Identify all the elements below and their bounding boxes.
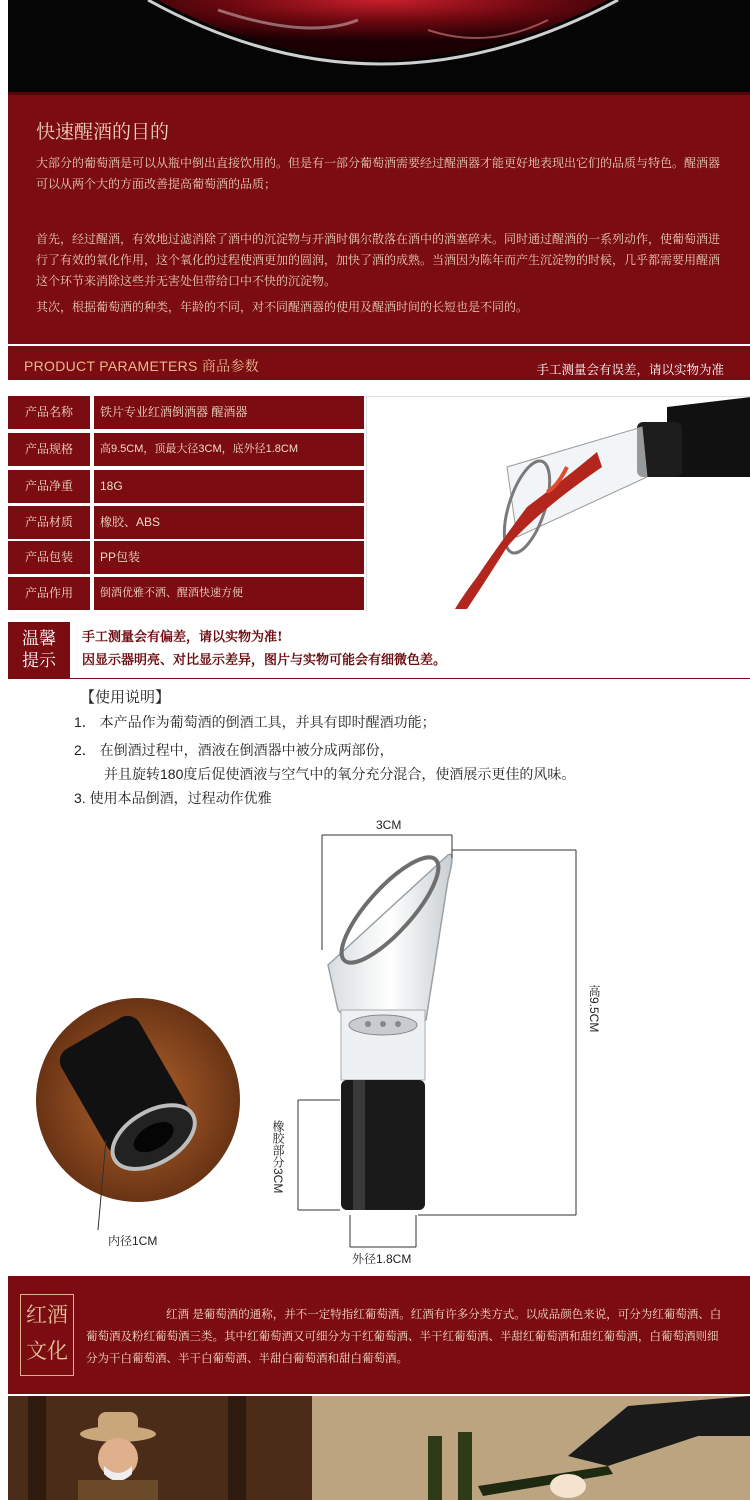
param-key: 产品净重 (8, 470, 92, 503)
purpose-paragraph-2: 首先，经过醒酒，有效地过滤消除了酒中的沉淀物与开酒时偶尔散落在酒中的酒塞碎末。同时通过醒酒的一系列动作，使葡萄酒进行了有效的氧化作用，这个氧化的过程使酒更加的圆润，加快了酒的成熟。当酒因为陈年而产生沉淀物的时候，几乎都需要用醒酒这个环节来消除这些并无害处但带给口中不快的沉淀物。 (36, 232, 721, 288)
divider (8, 678, 750, 679)
tip-line-1: 手工测量会有偏差，请以实物为准! (82, 630, 283, 645)
product-parameters-header (8, 346, 750, 380)
param-value: 铁片专业红酒倒酒器 醒酒器 (94, 396, 364, 429)
table-row (8, 577, 364, 610)
param-key: 产品包装 (8, 541, 92, 574)
height-label: 高9.5CM (587, 985, 601, 1033)
culture-label: 红酒文化 (20, 1294, 74, 1376)
table-row (8, 506, 364, 539)
param-value: 倒酒优雅不洒、醒酒快速方便 (94, 577, 364, 610)
purpose-paragraph-3: 其次，根据葡萄酒的种类，年龄的不同，对不同醒酒器的使用及醒酒时间的长短也是不同的。 (36, 300, 529, 314)
instruction-step-2: 2． 在倒酒过程中，酒液在倒酒器中被分成两部份， (74, 742, 394, 758)
table-row (8, 433, 364, 466)
instruction-step-1: 1． 本产品作为葡萄酒的倒酒工具，并具有即时醒酒功能； (74, 714, 436, 730)
table-row (8, 470, 364, 503)
outer-diameter-label: 外径1.8CM (352, 1252, 412, 1266)
rubber-length-label: 橡胶部分3CM (271, 1120, 285, 1194)
culture-text: 红酒 是葡萄酒的通称，并不一定特指红葡萄酒。红酒有许多分类方式。以成品颜色来说，可分为红葡萄酒、白葡萄酒及粉红葡萄酒三类。其中红葡萄酒又可细分为干红葡萄酒、半干红葡萄酒、半甜红葡萄酒和甜红葡萄酒，白葡萄酒则细分为干白葡萄酒、半干白葡萄酒、半甜白葡萄酒和甜白葡萄酒。 (86, 1309, 722, 1365)
param-value: PP包装 (94, 541, 364, 574)
bottom-photos (8, 1396, 750, 1500)
table-row (8, 396, 364, 429)
pourer-in-bottle-photo (366, 396, 750, 612)
param-value: 高9.5CM，顶最大径3CM，底外径1.8CM (94, 433, 364, 466)
purpose-section (8, 92, 750, 344)
param-value: 18G (94, 470, 364, 503)
dimension-diagram (8, 810, 750, 1270)
wine-glass-photo (8, 0, 750, 92)
table-row (8, 541, 364, 574)
param-key: 产品规格 (8, 433, 92, 466)
instructions-title: 【使用说明】 (80, 689, 171, 706)
tip-text (82, 626, 742, 672)
parameters-table (8, 396, 364, 612)
inner-diameter-label: 内径1CM (108, 1234, 158, 1248)
parameters-title: PRODUCT PARAMETERS 商品参数 (24, 358, 260, 374)
param-value: 橡胶、ABS (94, 506, 364, 539)
param-key: 产品材质 (8, 506, 92, 539)
tip-label-line-1: 温馨 (22, 629, 56, 648)
top-width-label: 3CM (376, 818, 402, 832)
measurement-note: 手工测量会有误差，请以实物为准 (536, 363, 724, 377)
instruction-step-3: 3. 使用本品倒酒，过程动作优雅 (74, 790, 272, 806)
param-key: 产品名称 (8, 396, 92, 429)
tip-line-2: 因显示器明亮、对比显示差异，图片与实物可能会有细微色差。 (82, 653, 447, 668)
tip-label-line-2: 提示 (22, 651, 56, 670)
tip-label (8, 622, 70, 678)
wine-culture-section (8, 1276, 750, 1394)
purpose-paragraph-1: 大部分的葡萄酒是可以从瓶中倒出直接饮用的。但是有一部分葡萄酒需要经过醒酒器才能更好地表现出它们的品质与特色。醒酒器可以从两个大的方面改善提高葡萄酒的品质； (36, 156, 721, 191)
param-key: 产品作用 (8, 577, 92, 610)
instruction-step-2-cont: 并且旋转180度后促使酒液与空气中的氧分充分混合，使酒展示更佳的风味。 (104, 766, 576, 782)
purpose-title: 快速醒酒的目的 (36, 122, 170, 143)
